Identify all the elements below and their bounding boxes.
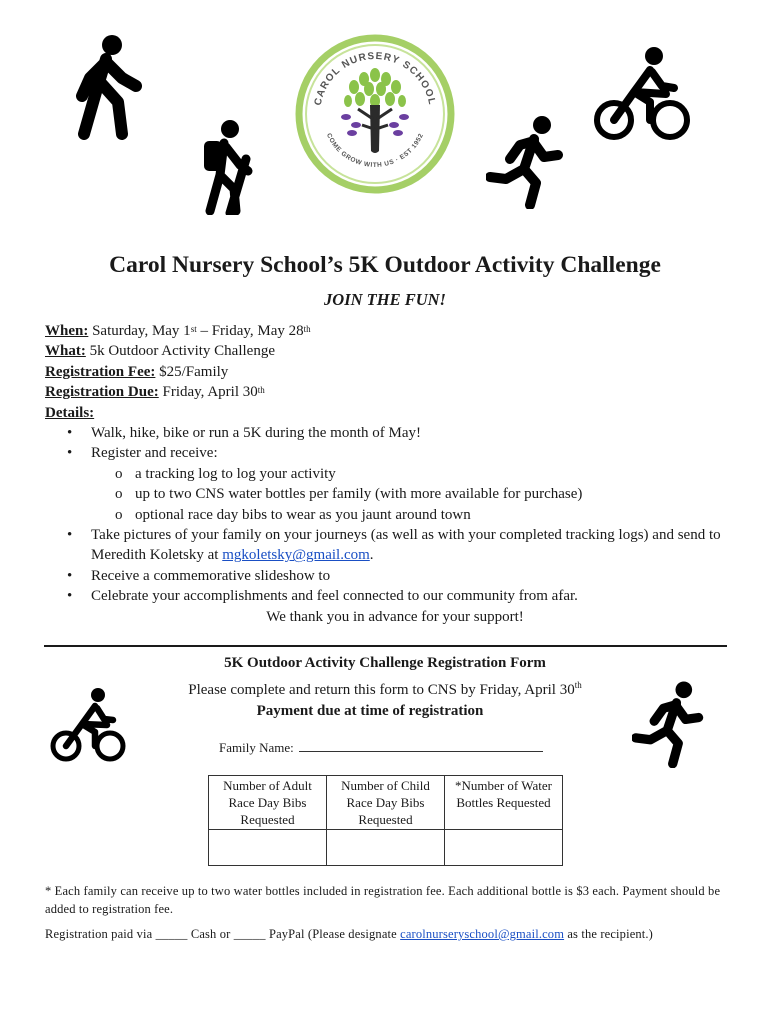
section-divider bbox=[44, 645, 727, 647]
cyclist-icon bbox=[594, 46, 692, 142]
child-bibs-input[interactable] bbox=[327, 830, 445, 866]
what-label: What: bbox=[45, 343, 86, 360]
water-bottles-input[interactable] bbox=[445, 830, 563, 866]
when-end: – Friday, May 28 bbox=[196, 323, 304, 339]
running-person-icon bbox=[632, 680, 706, 768]
list-item-text: Register and receive: bbox=[91, 445, 218, 462]
sub-list-item: o optional race day bibs to wear as you jaunt around town bbox=[113, 505, 735, 525]
form-payment-note: Payment due at time of registration bbox=[256, 703, 484, 719]
hiker-icon bbox=[190, 119, 254, 215]
contact-email-link[interactable]: mgkoletsky@gmail.com bbox=[222, 547, 370, 564]
list-item: • Celebrate your accomplishments and feel connected to our community from afar. bbox=[67, 586, 735, 606]
family-name-label: Family Name: bbox=[219, 740, 297, 755]
family-name-field[interactable] bbox=[219, 740, 543, 756]
form-instruction-sup: th bbox=[574, 680, 582, 690]
what-row bbox=[45, 341, 735, 361]
list-item: • Receive a commemorative slideshow to bbox=[67, 566, 735, 586]
details-list bbox=[67, 423, 735, 607]
list-item bbox=[67, 525, 735, 566]
details-label: Details: bbox=[45, 404, 95, 421]
adult-bibs-header: Number of Adult Race Day Bibs Requested bbox=[209, 776, 327, 830]
due-label: Registration Due: bbox=[45, 384, 159, 401]
table-header-row bbox=[209, 776, 563, 830]
list-item: • Walk, hike, bike or run a 5K during the month of May! bbox=[67, 423, 735, 443]
sub-list-item: o a tracking log to log your activity bbox=[113, 464, 735, 484]
school-logo bbox=[294, 33, 456, 195]
when-start: Saturday, May 1 bbox=[88, 323, 191, 339]
registration-table bbox=[208, 775, 563, 866]
receive-sublist bbox=[113, 464, 735, 525]
form-instruction-text: Please complete and return this form to CNS by Friday, April 30 bbox=[188, 682, 575, 698]
event-info bbox=[45, 321, 735, 627]
list-item-text: Take pictures of your family on your journeys (as well as with your completed tracking logs) and send to Meredith Koletsky at bbox=[91, 527, 721, 564]
due-value: Friday, April 30 bbox=[158, 384, 258, 401]
page-title: Carol Nursery School’s 5K Outdoor Activity Challenge bbox=[109, 252, 661, 278]
adult-bibs-input[interactable] bbox=[209, 830, 327, 866]
paypal-email-link[interactable]: carolnurseryschool@gmail.com bbox=[400, 927, 565, 941]
due-row bbox=[45, 382, 735, 402]
table-row bbox=[209, 830, 563, 866]
details-row bbox=[45, 403, 735, 423]
fee-value: $25/Family bbox=[155, 363, 229, 380]
when-label: When: bbox=[45, 323, 89, 339]
fee-row bbox=[45, 362, 735, 382]
thanks-message: We thank you in advance for your support! bbox=[266, 608, 524, 625]
when-row bbox=[45, 321, 735, 341]
due-sup: th bbox=[257, 385, 265, 396]
water-bottles-header: *Number of Water Bottles Requested bbox=[445, 776, 563, 830]
payment-prefix: Registration paid via _____ Cash or _____ PayPal (Please designate bbox=[45, 927, 401, 941]
cyclist-icon bbox=[50, 687, 126, 763]
page-subtitle: JOIN THE FUN! bbox=[324, 290, 446, 309]
logo-bottom-text: COME GROW WITH US · EST 1952 bbox=[324, 132, 426, 169]
payment-suffix: as the recipient.) bbox=[564, 927, 653, 941]
fee-label: Registration Fee: bbox=[45, 363, 156, 380]
family-name-blank[interactable] bbox=[299, 740, 543, 752]
water-bottle-note: * Each family can receive up to two water bottles included in registration fee. Each additional bottle is $3 each. Payment should be added to registration fee. bbox=[45, 884, 721, 916]
list-item bbox=[67, 443, 735, 525]
running-person-icon bbox=[486, 115, 566, 209]
logo-top-text: CAROL NURSERY SCHOOL bbox=[312, 50, 438, 107]
form-title: 5K Outdoor Activity Challenge Registration Form bbox=[224, 655, 546, 671]
walking-person-icon bbox=[70, 34, 142, 140]
list-item-end: . bbox=[369, 547, 374, 564]
when-start-sup: st bbox=[190, 324, 197, 334]
child-bibs-header: Number of Child Race Day Bibs Requested bbox=[327, 776, 445, 830]
what-value: 5k Outdoor Activity Challenge bbox=[85, 343, 275, 360]
payment-method-line bbox=[45, 925, 725, 943]
sub-list-item: o up to two CNS water bottles per family (with more available for purchase) bbox=[113, 484, 735, 504]
when-end-sup: th bbox=[303, 324, 311, 334]
